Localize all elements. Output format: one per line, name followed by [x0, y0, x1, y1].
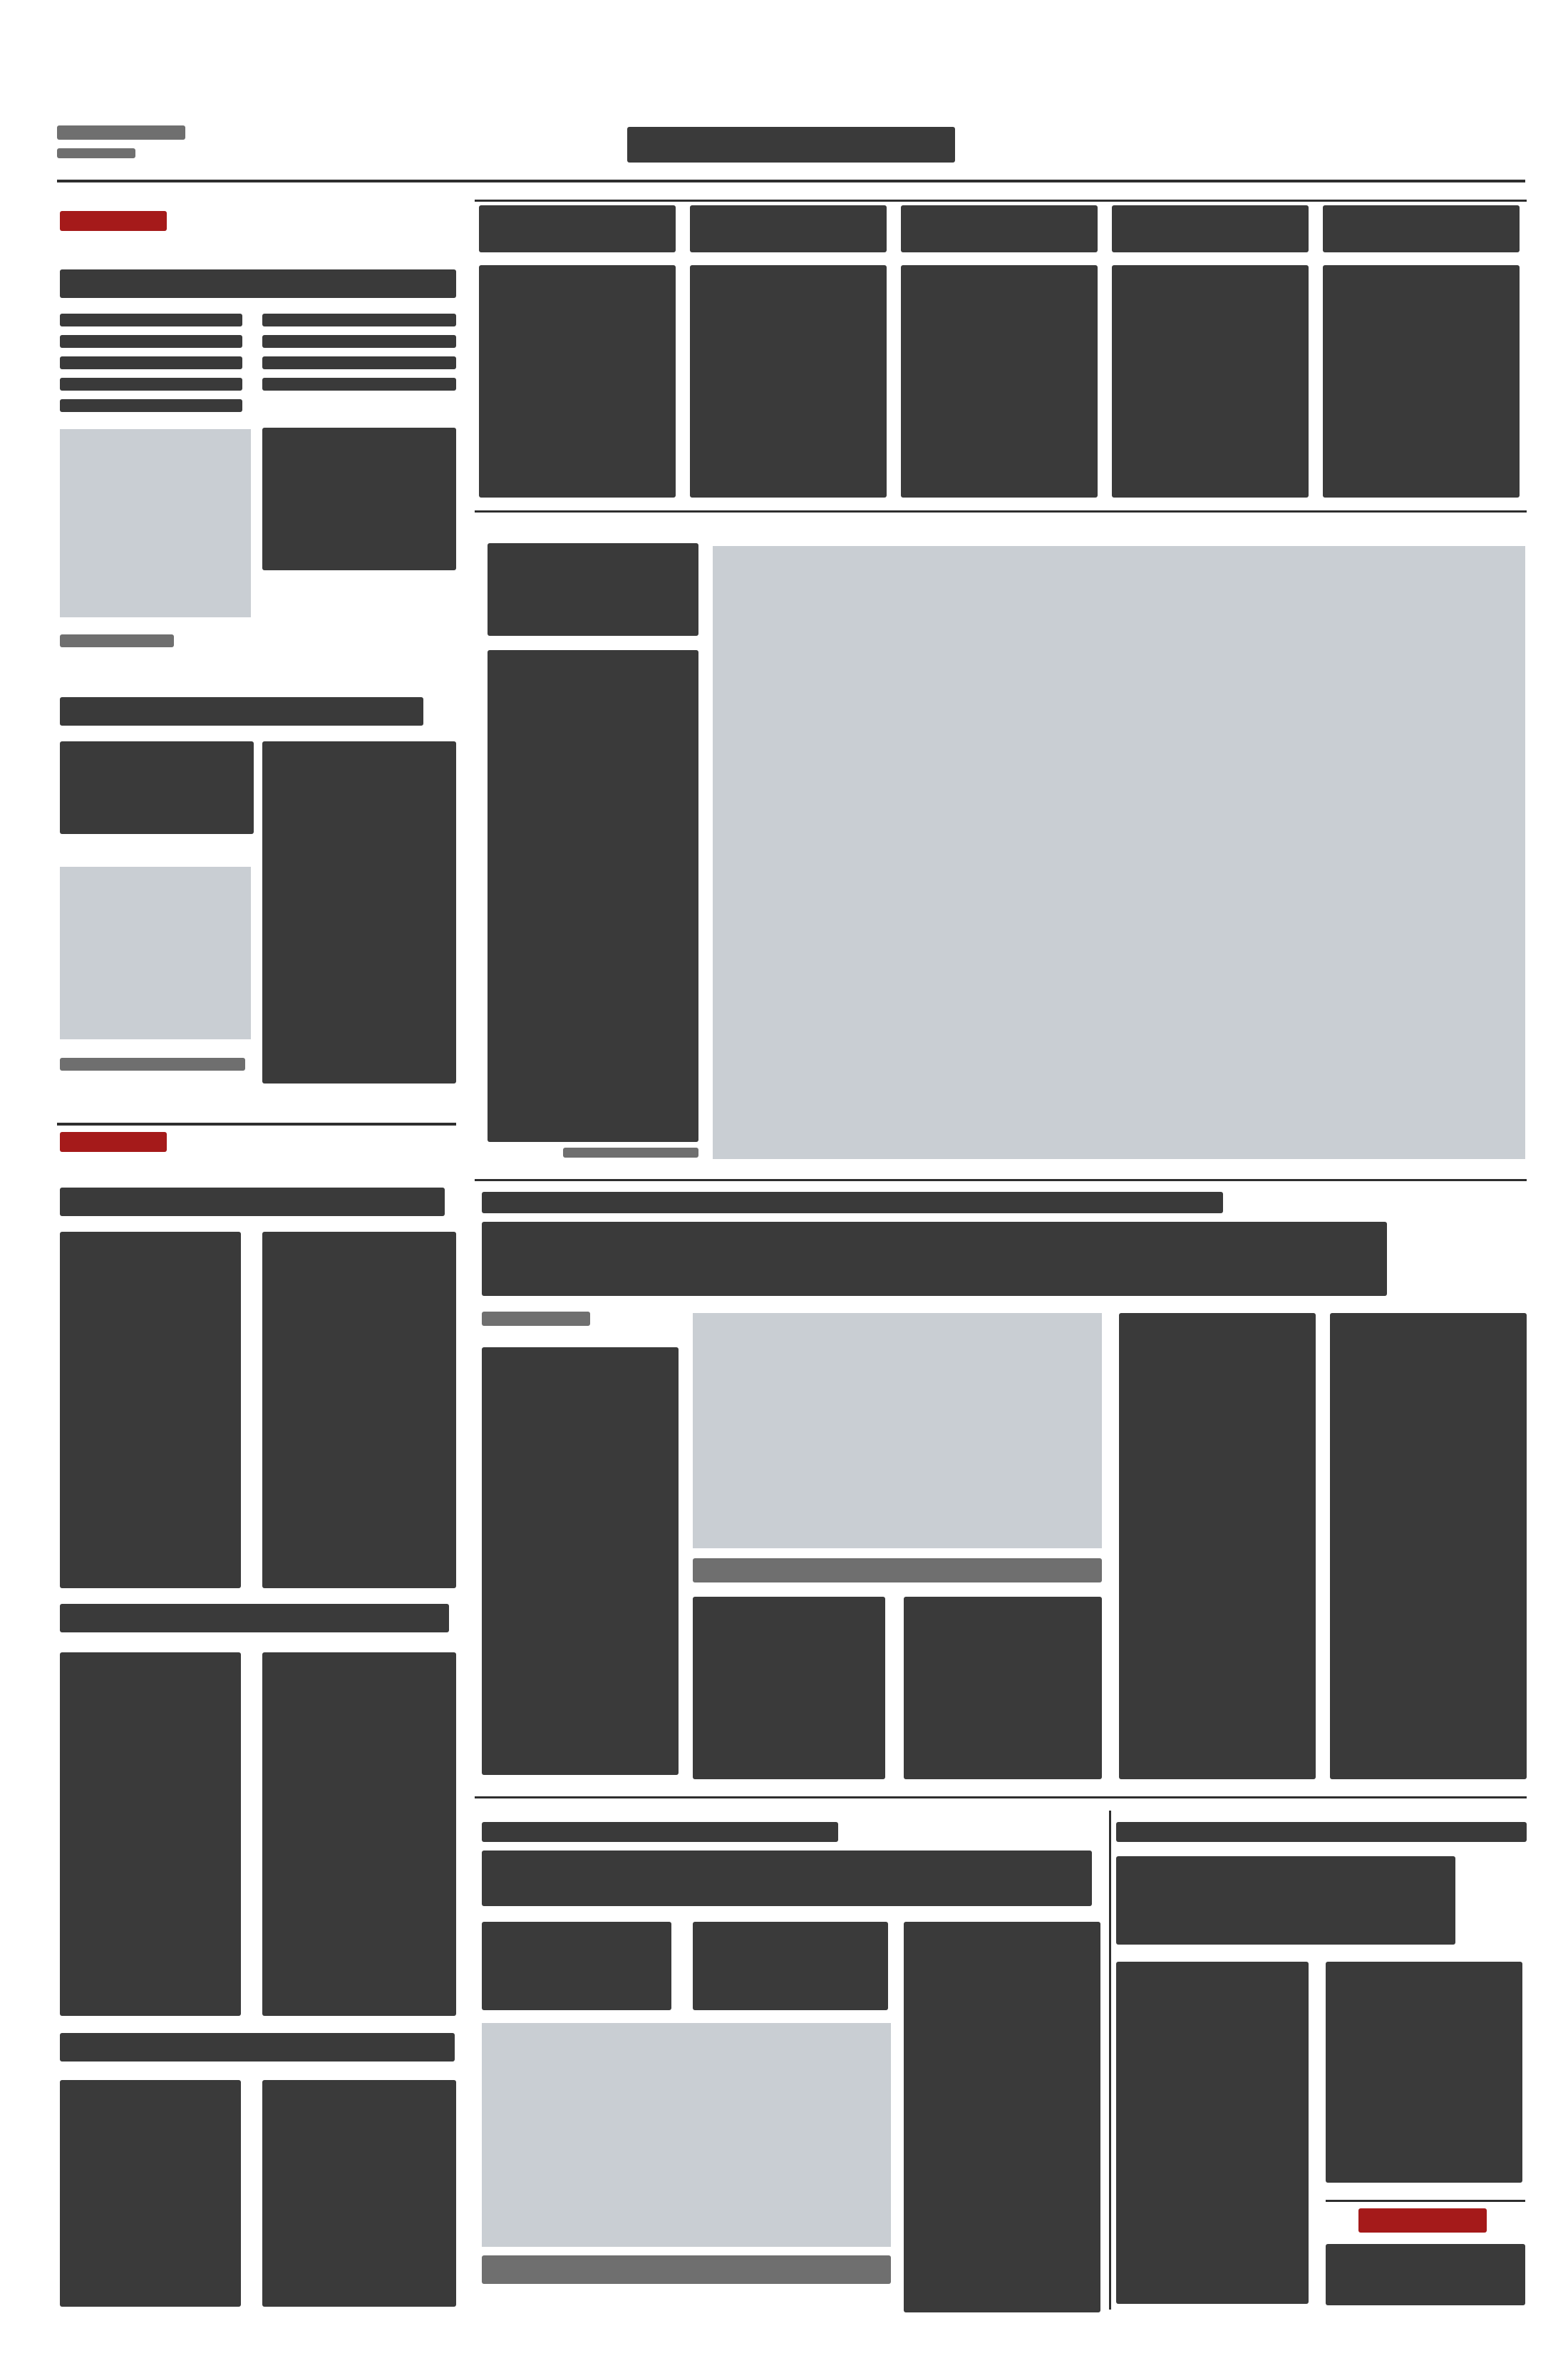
placeholder-bar	[482, 1851, 1092, 1906]
placeholder-bar	[482, 1822, 838, 1842]
placeholder-bar	[60, 2033, 455, 2062]
placeholder-bar	[60, 356, 242, 369]
placeholder-bar	[693, 1597, 885, 1779]
brief-bottom-rule	[475, 510, 1527, 513]
placeholder-bar	[479, 265, 676, 498]
placeholder-bar	[1323, 265, 1520, 498]
column-rule	[1109, 1811, 1111, 2310]
placeholder-bar	[60, 1232, 241, 1588]
placeholder-bar	[1112, 205, 1309, 252]
placeholder-bar	[482, 1922, 671, 2010]
placeholder-bar	[1330, 1313, 1527, 1779]
placeholder-bar	[1116, 1822, 1527, 1842]
placeholder-bar	[1326, 2244, 1525, 2305]
placeholder-bar	[60, 378, 242, 391]
placeholder-bar	[262, 428, 456, 570]
placeholder-bar	[488, 650, 698, 1142]
placeholder-bar	[262, 1232, 456, 1588]
photo-placeholder	[60, 867, 251, 1039]
placeholder-bar	[1112, 265, 1309, 498]
placeholder-bar	[60, 1058, 245, 1071]
placeholder-bar	[60, 741, 254, 834]
placeholder-bar	[1358, 2208, 1487, 2233]
column-rule	[57, 1123, 456, 1126]
placeholder-bar	[1116, 1856, 1455, 1945]
placeholder-bar	[482, 1312, 590, 1326]
placeholder-bar	[479, 205, 676, 252]
placeholder-bar	[262, 741, 456, 1084]
placeholder-bar	[262, 356, 456, 369]
photo-placeholder	[60, 429, 251, 617]
placeholder-bar	[627, 127, 955, 163]
placeholder-bar	[904, 1922, 1100, 2312]
placeholder-bar	[60, 269, 456, 298]
placeholder-bar	[1323, 205, 1520, 252]
placeholder-bar	[60, 1652, 241, 2016]
placeholder-bar	[262, 314, 456, 326]
story-rule	[475, 1796, 1527, 1798]
masthead-rule	[57, 180, 1525, 182]
placeholder-bar	[60, 335, 242, 348]
placeholder-bar	[262, 2080, 456, 2307]
photo-placeholder	[482, 2023, 891, 2247]
placeholder-bar	[482, 1192, 1223, 1213]
placeholder-bar	[488, 543, 698, 636]
placeholder-bar	[901, 205, 1098, 252]
placeholder-bar	[60, 211, 167, 231]
brief-rule	[475, 200, 1527, 202]
placeholder-bar	[690, 265, 887, 498]
placeholder-bar	[1116, 1962, 1309, 2304]
placeholder-bar	[901, 265, 1098, 498]
placeholder-bar	[563, 1148, 698, 1158]
placeholder-bar	[60, 697, 423, 726]
placeholder-bar	[262, 1652, 456, 2016]
placeholder-bar	[60, 399, 242, 412]
placeholder-bar	[57, 125, 185, 140]
placeholder-bar	[60, 1188, 445, 1216]
placeholder-bar	[482, 1347, 679, 1775]
placeholder-bar	[60, 1132, 167, 1152]
placeholder-bar	[60, 314, 242, 326]
story-rule	[475, 1179, 1527, 1181]
placeholder-bar	[693, 1922, 888, 2010]
placeholder-bar	[904, 1597, 1102, 1779]
placeholder-bar	[60, 634, 174, 647]
photo-placeholder	[693, 1313, 1102, 1548]
placeholder-bar	[693, 1558, 1102, 1582]
placeholder-bar	[482, 2255, 891, 2284]
placeholder-bar	[690, 205, 887, 252]
placeholder-bar	[60, 1604, 449, 1632]
placeholder-bar	[57, 148, 135, 158]
placeholder-bar	[262, 378, 456, 391]
placeholder-bar	[1326, 1962, 1522, 2183]
box-rule	[1326, 2200, 1525, 2202]
placeholder-bar	[262, 335, 456, 348]
placeholder-bar	[1119, 1313, 1316, 1779]
placeholder-bar	[60, 2080, 241, 2307]
placeholder-bar	[482, 1222, 1387, 1296]
photo-placeholder	[713, 546, 1525, 1159]
